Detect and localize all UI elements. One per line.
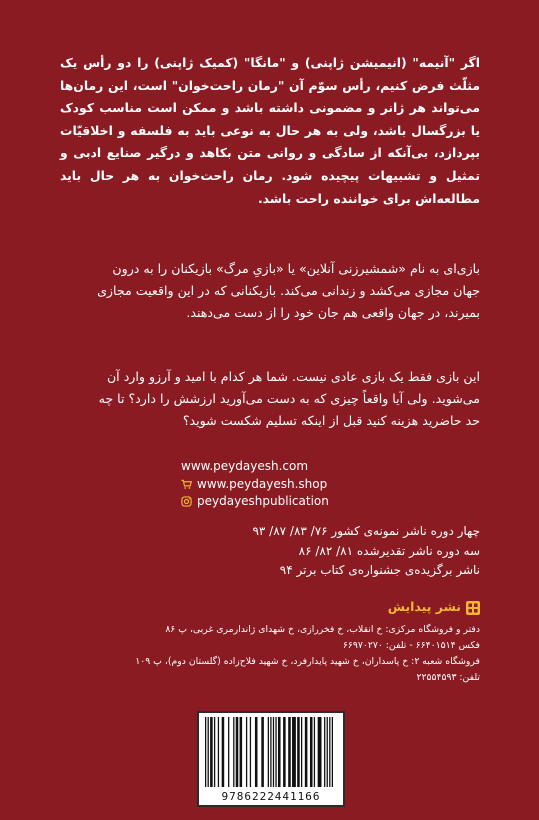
barcode-bar	[324, 717, 325, 787]
barcode-bar	[314, 717, 315, 787]
website-url: www.peydayesh.com	[181, 459, 309, 473]
barcode-bar	[275, 717, 276, 787]
barcode-bar	[222, 717, 225, 787]
barcode-bar	[305, 717, 308, 787]
blurb-paragraph-game	[60, 258, 480, 324]
barcode-bar	[288, 717, 291, 787]
barcode-bar	[240, 717, 243, 787]
barcode-bar	[255, 717, 258, 787]
barcode-bar	[210, 717, 213, 787]
barcode-bar	[283, 717, 286, 787]
barcode-number: 9786222441166	[221, 790, 321, 803]
barcode-bar	[310, 717, 313, 787]
instagram-icon	[181, 496, 192, 507]
barcode-bar	[218, 717, 219, 787]
blurb-paragraph-question	[60, 366, 480, 432]
website-link[interactable]	[181, 458, 329, 476]
barcode-bar	[273, 717, 274, 787]
publisher-links	[181, 458, 329, 511]
address-line: فروشگاه شعبه ۲: خ پاسداران، خ شهید پایدارفرد، خ شهید فلاح‌زاده (گلستان دوم)، پ ۱۰۹	[135, 656, 480, 667]
barcode-bar	[329, 717, 330, 787]
barcode-bar	[270, 717, 271, 787]
barcode-bar	[228, 717, 229, 787]
award-line: سه دوره ناشر تقدیرشده ۸۱/ ۸۲/ ۸۶	[298, 543, 480, 558]
barcode-bar	[278, 717, 281, 787]
phone-line: فکس ۶۶۴۰۱۵۱۴ - تلفن: ۶۶۹۷۰۲۷۰	[342, 640, 480, 651]
blurb-line: جهان مجازی می‌کشد و زندانی می‌کند. بازیکنانی که در این واقعیت مجازی	[97, 283, 480, 298]
publisher-brand	[388, 599, 480, 614]
publisher-awards	[60, 522, 480, 581]
publisher-name: نشر پیدایش	[387, 599, 461, 614]
barcode-bar	[332, 717, 333, 787]
barcode-bar	[214, 717, 215, 787]
award-line: ناشر برگزیده‌ی جشنواره‌ی کتاب برتر ۹۴	[279, 563, 480, 577]
barcode-bar	[236, 717, 239, 787]
barcode-bar	[327, 717, 328, 787]
blurb-line: حد حاضرید هزینه کنید قبل از اینکه تسلیم شکست شوید؟	[182, 413, 480, 428]
barcode-bar	[301, 717, 302, 787]
blurb-paragraph-anime: اگر "آنیمه" (انیمیشن ژاپنی) و "مانگا" (کمیک ژاپنی) را دو رأس یک مثلّث فرض کنیم، رأس سوّم آن "رمان راحت‌خوان" است، این رمان‌ها می‌تواند هر ژانر و مضمونی داشته باشد و ممکن است مناسب کودک یا بزرگسال باشد، ولی به هر حال به نوعی باید به فلسفه و اخلاقیّات بپردازد، بی‌آنکه از سادگی و روانی متن بکاهد و درگیر صنایع ادبی و تمثیل و تشبیهات پیچیده شود. رمان راحت‌خوان به هر حال باید مطالعه‌اش برای خواننده راحت باشد.	[60, 55, 480, 206]
address-line: دفتر و فروشگاه مرکزی: خ انقلاب، خ فخررازی، خ شهدای ژاندارمری غربی، پ ۸۶	[165, 624, 480, 635]
blurb-line: بمیرند، در جهان واقعی هم جان خود را از دست می‌دهند.	[186, 305, 480, 320]
blurb-line: این بازی فقط یک بازی عادی نیست. شما هر کدام با امید و آرزو وارد آن	[106, 369, 480, 384]
shop-link[interactable]	[181, 476, 329, 494]
barcode-bars	[199, 715, 339, 789]
barcode-bar	[318, 717, 322, 787]
barcode-bar	[233, 717, 234, 787]
barcode-bar	[261, 717, 264, 787]
barcode-bar	[292, 717, 296, 787]
store-addresses	[60, 622, 480, 686]
barcode-bar	[250, 717, 251, 787]
barcode-bar	[297, 717, 300, 787]
barcode-bar	[246, 717, 247, 787]
blurb-line: بازی‌ای به نام «شمشیرزنی آنلاین» یا «بازیِ مرگ» بازیکنان را به درون	[112, 261, 480, 276]
shopping-cart-icon	[181, 479, 192, 490]
instagram-handle: peydayeshpublication	[197, 494, 329, 508]
award-line: چهار دوره ناشر نمونه‌ی کشور ۷۶/ ۸۳/ ۸۷/ ۹۳	[252, 524, 480, 538]
publisher-logo-icon	[466, 600, 480, 614]
shop-url: www.peydayesh.shop	[197, 476, 328, 491]
barcode-bar	[268, 717, 269, 787]
phone-line: تلفن: ۲۲۵۵۴۵۹۳	[416, 672, 480, 683]
isbn-barcode	[197, 711, 345, 807]
barcode-bar	[205, 717, 206, 787]
blurb-line: می‌شوید. ولی آیا واقعاً چیزی که به دست می‌آورید ارزشش را دارد؟ تا چه	[98, 391, 480, 406]
barcode-bar	[208, 717, 209, 787]
instagram-link[interactable]	[181, 493, 329, 511]
